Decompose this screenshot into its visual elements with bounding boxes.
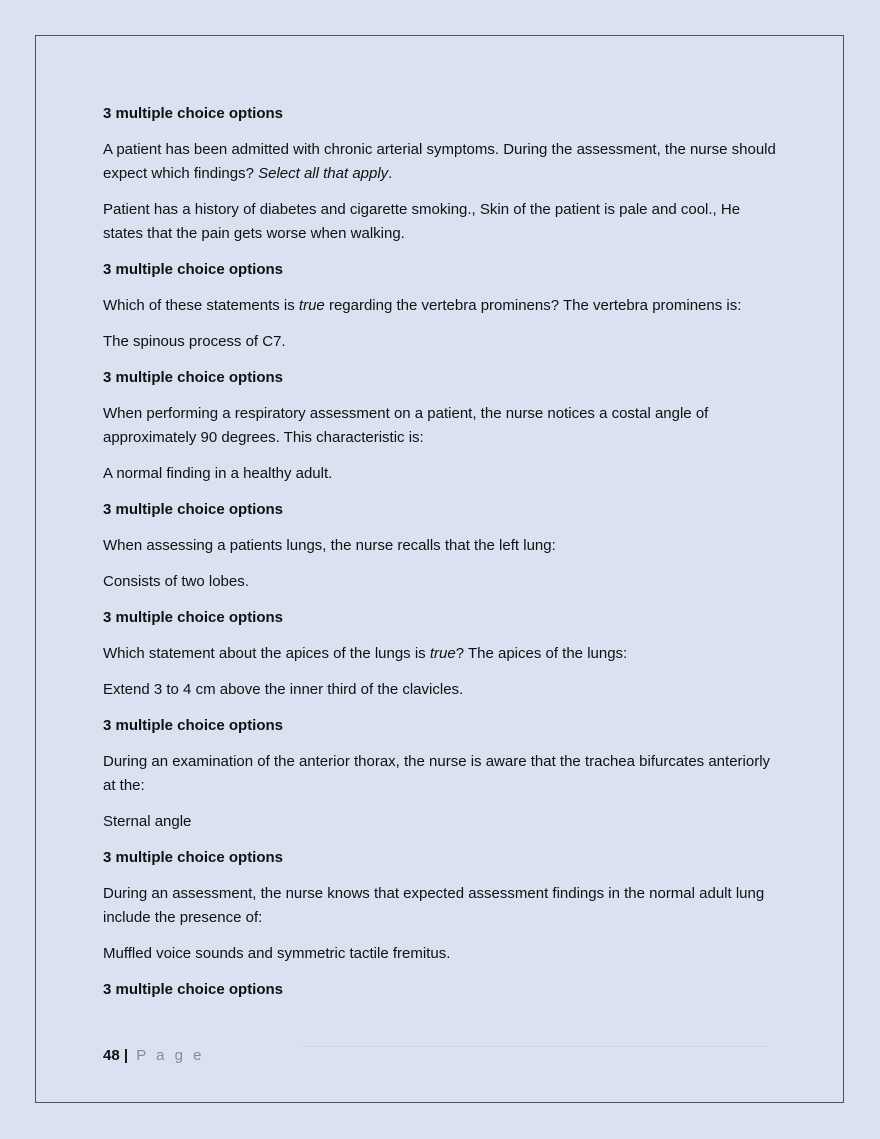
paragraph: [103, 462, 783, 486]
text-run: A patient has been admitted with chronic arterial symptoms. During the assessment, the nurse should expect which findings?: [103, 141, 776, 182]
page-number: 48: [103, 1047, 120, 1064]
question-heading: 3 multiple choice options: [103, 849, 284, 866]
paragraph: [103, 750, 783, 798]
paragraph: [103, 678, 783, 702]
italic-text: true: [298, 297, 325, 314]
text-run: Muffled voice sounds and symmetric tactile fremitus.: [103, 945, 451, 962]
paragraph: [103, 294, 783, 318]
text-run: During an assessment, the nurse knows that expected assessment findings in the normal adult lung include the presence of:: [103, 885, 765, 926]
question-heading: 3 multiple choice options: [103, 261, 284, 278]
paragraph: [103, 570, 783, 594]
text-run: A normal finding in a healthy adult.: [103, 465, 333, 482]
paragraph: [103, 942, 783, 966]
text-run: Consists of two lobes.: [103, 573, 249, 590]
document-body: [103, 102, 783, 1014]
paragraph: [103, 330, 783, 354]
text-run: Extend 3 to 4 cm above the inner third of the clavicles.: [103, 681, 464, 698]
paragraph: [103, 402, 783, 450]
text-run: Patient has a history of diabetes and cigarette smoking., Skin of the patient is pale and cool., He states that the pain gets worse when walking.: [103, 201, 741, 242]
question-heading: 3 multiple choice options: [103, 717, 284, 734]
page-label: P a g e: [136, 1047, 205, 1064]
italic-text: Select all that apply: [258, 165, 389, 182]
italic-text: true: [429, 645, 456, 662]
paragraph: [103, 810, 783, 834]
text-run: .: [388, 165, 393, 182]
footer-separator: |: [123, 1047, 129, 1064]
question-heading: 3 multiple choice options: [103, 369, 284, 386]
text-run: When performing a respiratory assessment on a patient, the nurse notices a costal angle of approximately 90 degrees. This characteristic is:: [103, 405, 709, 446]
text-run: Sternal angle: [103, 813, 192, 830]
page-footer: [103, 1044, 205, 1068]
text-run: regarding the vertebra prominens? The vertebra prominens is:: [324, 297, 742, 314]
text-run: During an examination of the anterior thorax, the nurse is aware that the trachea bifurcates anteriorly at the:: [103, 753, 771, 794]
paragraph: [103, 534, 783, 558]
question-heading: 3 multiple choice options: [103, 981, 284, 998]
text-run: ? The apices of the lungs:: [455, 645, 628, 662]
paragraph: [103, 138, 783, 186]
question-heading: 3 multiple choice options: [103, 501, 284, 518]
text-run: When assessing a patients lungs, the nurse recalls that the left lung:: [103, 537, 556, 554]
question-heading: 3 multiple choice options: [103, 105, 284, 122]
paragraph: [103, 198, 783, 246]
paragraph: [103, 642, 783, 666]
text-run: The spinous process of C7.: [103, 333, 286, 350]
text-run: Which of these statements is: [103, 297, 299, 314]
footer-divider: [300, 1046, 770, 1047]
question-heading: 3 multiple choice options: [103, 609, 284, 626]
paragraph: [103, 882, 783, 930]
text-run: Which statement about the apices of the lungs is: [103, 645, 430, 662]
